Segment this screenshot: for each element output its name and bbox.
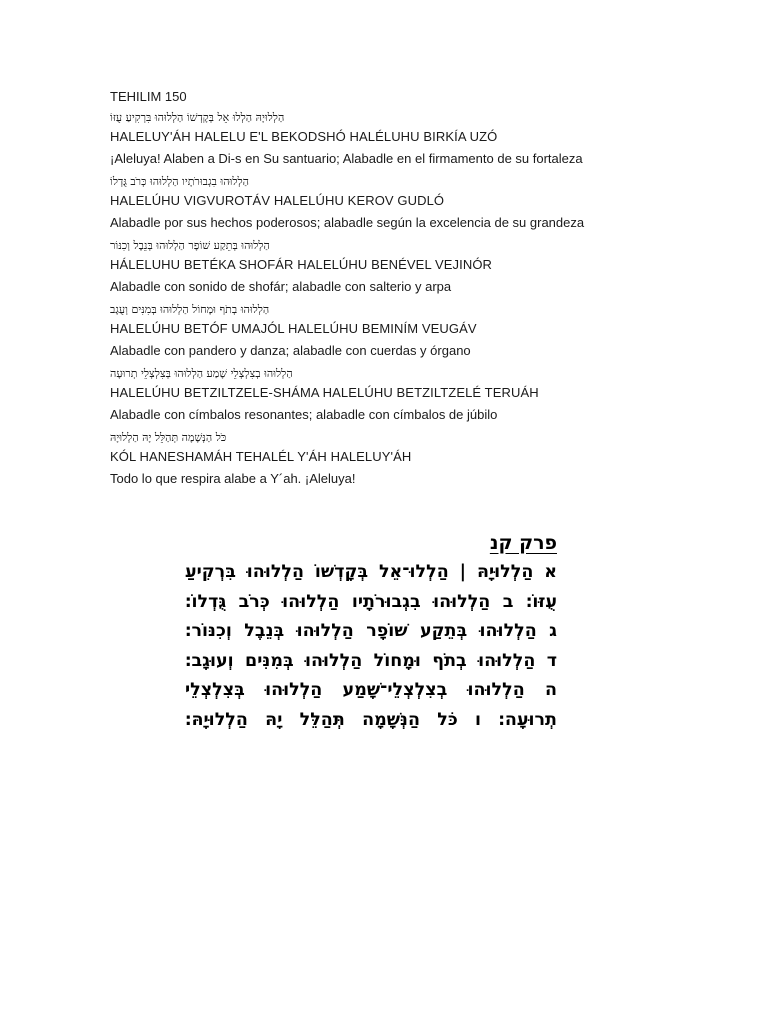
chapter-title: פרק קנ: [489, 532, 557, 554]
verse-3-transliteration: HÁLELUHU BETÉKA SHOFÁR HALELÚHU BENÉVEL VEJINÓR: [110, 257, 493, 272]
verse-5-transliteration: HALELÚHU BETZILTZELE-SHÁMA HALELÚHU BETZILTZELÉ TERUÁH: [110, 385, 539, 400]
hebrew-chapter-block: [185, 530, 557, 735]
verse-4-hebrew: הַלְלוּהוּ בְתֹף וּמָחוֹל הַלְלוּהוּ בְּמִנִּים וְעֻגָב: [110, 303, 270, 316]
verse-6-transliteration: KÓL HANESHAMÁH TEHALÉL Y'ÁH HALELUY'ÁH: [110, 449, 412, 464]
verse-6-spanish: Todo lo que respira alabe a Y´ah. ¡Aleluya!: [110, 471, 356, 486]
verse-3-spanish: Alabadle con sonido de shofár; alabadle con salterio y arpa: [110, 279, 452, 294]
chapter-line: א הַלְלוּיָהּ | הַלְלוּ־אֵל בְּקָדְשׁוֹ הַלְלוּהוּ בִּרְקִיעַ: [185, 562, 557, 582]
verse-1-transliteration: HALELUY'ÁH HALELU E'L BEKODSHÓ HALÉLUHU BIRKÍA UZÓ: [110, 129, 498, 144]
verse-2-hebrew: הַלְלוּהוּ בִגְבוּרֹתָיו הַלְלוּהוּ כְּרֹב גֻּדְלוֹ: [110, 175, 249, 188]
verse-1-spanish: ¡Aleluya! Alaben a Di-s en Su santuario; Alabadle en el firmamento de su fortaleza: [110, 151, 583, 166]
verse-4-transliteration: HALELÚHU BETÓF UMAJÓL HALELÚHU BEMINÍM VEUGÁV: [110, 321, 477, 336]
verse-4-spanish: Alabadle con pandero y danza; alabadle con cuerdas y órgano: [110, 343, 471, 358]
verse-1-hebrew: הַלְלוּיָהּ הַלְלוּ אֵל בְּקָדְשׁוֹ הַלְלוּהוּ בִּרְקִיעַ עֻזּוֹ: [110, 111, 285, 124]
verse-2-spanish: Alabadle por sus hechos poderosos; alabadle según la excelencia de su grandeza: [110, 215, 585, 230]
verse-2-transliteration: HALELÚHU VIGVUROTÁV HALELÚHU KEROV GUDLÓ: [110, 193, 445, 208]
chapter-line: תְרוּעָה׃ ו כֹּל הַנְּשָׁמָה תְּהַלֵּל יָהּ הַלְלוּיָהּ׃: [185, 709, 557, 730]
verse-5-hebrew: הַלְלוּהוּ בְצִלְצְלֵי שָׁמַע הַלְלוּהוּ בְּצִלְצְלֵי תְרוּעָה: [110, 367, 293, 380]
verse-5-spanish: Alabadle con címbalos resonantes; alabadle con címbalos de júbilo: [110, 407, 498, 422]
verse-6-hebrew: כֹּל הַנְּשָׁמָה תְּהַלֵּל יָהּ הַלְלוּיָהּ: [110, 431, 227, 444]
document-body: [110, 88, 630, 492]
chapter-line: עֻזּוֹ׃ ב הַלְלוּהוּ בִגְבוּרֹתָיו הַלְלוּהוּ כְּרֹב גֻּדְלוֹ׃: [185, 591, 557, 612]
chapter-line: ד הַלְלוּהוּ בְתֹף וּמָחוֹל הַלְלוּהוּ בְּמִנִּים וְעוּגָב׃: [185, 650, 557, 671]
document-title: TEHILIM 150: [110, 89, 187, 104]
chapter-line: ה הַלְלוּהוּ בְצִלְצְלֵי־שָׁמַע הַלְלוּהוּ בְּצִלְצְלֵי: [185, 680, 557, 700]
verse-3-hebrew: הַלְלוּהוּ בְּתֵקַע שׁוֹפָר הַלְלוּהוּ בְּנֵבֶל וְכִנּוֹר: [110, 239, 270, 252]
chapter-line: ג הַלְלוּהוּ בְּתֵקַע שׁוֹפָר הַלְלוּהוּ בְּנֵבֶל וְכִנּוֹר׃: [185, 621, 557, 641]
